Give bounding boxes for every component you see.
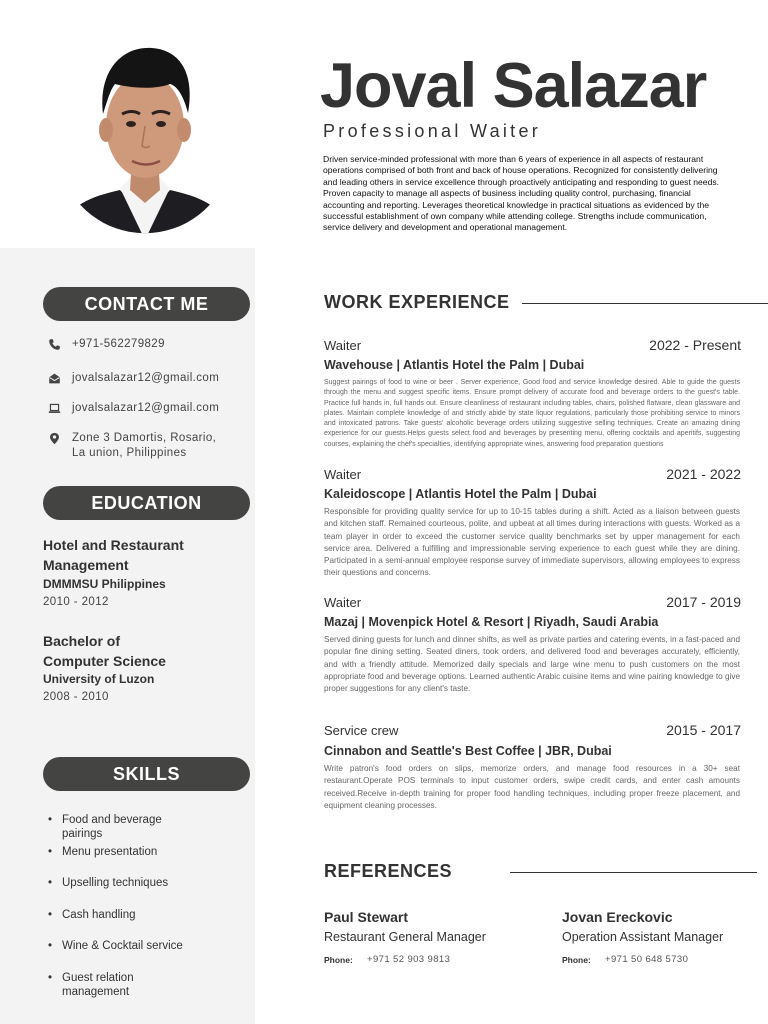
contact-web-text: jovalsalazar12@gmail.com: [72, 402, 220, 414]
reference-phone: +971 52 903 9813: [367, 954, 451, 965]
reference-role: Operation Assistant Manager: [562, 930, 724, 944]
section-divider: [510, 872, 757, 873]
skill-text: Cash handling: [62, 909, 136, 921]
bullet-icon: •: [48, 877, 53, 889]
education-school: University of Luzon: [43, 672, 155, 686]
bullet-icon: •: [48, 909, 53, 921]
job-company: Mazaj | Movenpick Hotel & Resort | Riyadh, Saudi Arabia: [324, 615, 659, 629]
job-description: Served dining guests for lunch and dinner shifts, as well as private parties and catering events, in a fast-paced and popular fine dining setting. Seated diners, took orders, and delivered food and beverages accurately, efficiently, and with a friendly attitude. Memorized daily specials and large wine menu to push customers on the most appropriate food and beverage options. Learned authentic Arabic cuisine items and wine pairing knowledge to give proper suggestions for any client's taste.: [324, 635, 740, 694]
contact-heading: CONTACT ME: [43, 287, 250, 321]
education-degree-line: Computer Science: [43, 653, 166, 669]
contact-address-line2: La union, Philippines: [72, 447, 187, 459]
education-years: 2010 - 2012: [43, 596, 109, 608]
profile-summary: Driven service-minded professional with more than 6 years of experience in all aspects of restaurant operations comprised of both front and back of house operations. Recognized for consistently delivering and leading others in service excellence through proactively anticipating and responding to guest needs. Proven capacity to manage all aspects of business including quality control, purchasing, financial accounting and reporting. Leverages theoretical knowledge in practical situations as evidenced by the successful establishment of own company while attending college. Strengths include communication, service delivery and development and operational management.: [323, 154, 720, 233]
education-degree-line: Bachelor of: [43, 633, 121, 649]
skill-text: Upselling techniques: [62, 877, 169, 889]
job-years: 2021 - 2022: [666, 466, 741, 482]
reference-name: Jovan Ereckovic: [562, 909, 673, 925]
reference-phone: +971 50 648 5730: [605, 954, 689, 965]
contact-address-line1: Zone 3 Damortis, Rosario,: [72, 432, 217, 444]
education-degree: [43, 535, 184, 575]
education-heading: EDUCATION: [43, 486, 250, 520]
job-company: Cinnabon and Seattle's Best Coffee | JBR, Dubai: [324, 744, 612, 758]
reference-name: Paul Stewart: [324, 909, 409, 925]
education-years: 2008 - 2010: [43, 691, 109, 703]
section-divider: [522, 303, 768, 304]
skill-text: Menu presentation: [62, 846, 158, 858]
job-years: 2022 - Present: [649, 337, 741, 353]
contact-phone-text: +971-562279829: [72, 338, 165, 350]
skill-text: Guest relation management: [62, 972, 134, 998]
job-title: Waiter: [324, 338, 362, 353]
skill-text: Wine & Cocktail service: [62, 940, 183, 952]
skills-heading: SKILLS: [43, 757, 250, 791]
education-degree-line: Hotel and Restaurant: [43, 537, 184, 553]
job-description: Suggest pairings of food to wine or beer . Server experience, Good food and service knowledge desired. Able to guide the guests through the menu and suggest specific items. Ensure prompt delivery of accurate food and beverage orders to the guest's table. Practice full hands in, full hands out. Ensure cleanliness of restaurant including tables, chairs, polished flatware, clean glassware and plates. Maintain complete knowledge of and strictly abide by state liquor regulations, particularly those prohibiting service to minors and intoxicated patrons. Take guests' alcoholic beverage orders utilizing suggestive selling techniques. Create an amazing dining experience for our guests.Helps guests select food and beverages by presenting menu, offering cocktails and aperitifs, suggesting courses, explaining the chef's specialties, identifying appropriate wines, answering food preparation questions: [324, 379, 740, 448]
education-school: DMMMSU Philippines: [43, 577, 166, 591]
skill-text: Food and beverage pairings: [62, 814, 162, 840]
candidate-role: Professional Waiter: [323, 121, 542, 141]
job-description: Responsible for providing quality service for up to 10-15 tables during a shift. Acted as a liaison between guests and kitchen staff. Remained courteous, polite, and upbeat at all times during interactions with guests. Worked as a team player in order to exceed the customer service quality benchmarks set by upper management for each service area. Delivered a fulfilling and impressionable serving experience to each guest while they are dining. Participated in a semi-annual employee response survey of immediate supervisors, allowing employees to express their questions and concerns.: [324, 507, 740, 578]
location-pin-icon: [48, 432, 61, 445]
job-title: Waiter: [324, 467, 362, 482]
education-degree: [43, 631, 166, 671]
laptop-icon: [48, 402, 61, 415]
job-title: Waiter: [324, 595, 362, 610]
job-title: Service crew: [324, 723, 399, 738]
reference-phone-label: Phone:: [562, 955, 591, 965]
candidate-name: Joval Salazar: [320, 51, 707, 121]
profile-photo: [60, 18, 230, 240]
bullet-icon: •: [48, 814, 53, 826]
phone-icon: [48, 338, 61, 351]
bullet-icon: •: [48, 972, 53, 984]
job-company: Wavehouse | Atlantis Hotel the Palm | Dubai: [324, 358, 585, 372]
envelope-open-icon: [48, 372, 61, 385]
job-description: Write patron's food orders on slips, memorize orders, and manage food resources in a 30+ seat restaurant.Operate POS terminals to input customer orders, swipe credit cards, and enter cash amounts received.Receive in-depth training for proper food handling techniques, including proper freeze placement, and equipment cleaning processes.: [324, 764, 740, 810]
references-heading: REFERENCES: [324, 861, 453, 881]
education-degree-line: Management: [43, 557, 129, 573]
work-experience-heading: WORK EXPERIENCE: [324, 292, 510, 312]
reference-phone-label: Phone:: [324, 955, 353, 965]
bullet-icon: •: [48, 940, 53, 952]
job-years: 2017 - 2019: [666, 594, 741, 610]
contact-email-text: jovalsalazar12@gmail.com: [72, 372, 220, 384]
bullet-icon: •: [48, 846, 53, 858]
reference-role: Restaurant General Manager: [324, 930, 486, 944]
job-years: 2015 - 2017: [666, 722, 741, 738]
job-company: Kaleidoscope | Atlantis Hotel the Palm | Dubai: [324, 487, 597, 501]
